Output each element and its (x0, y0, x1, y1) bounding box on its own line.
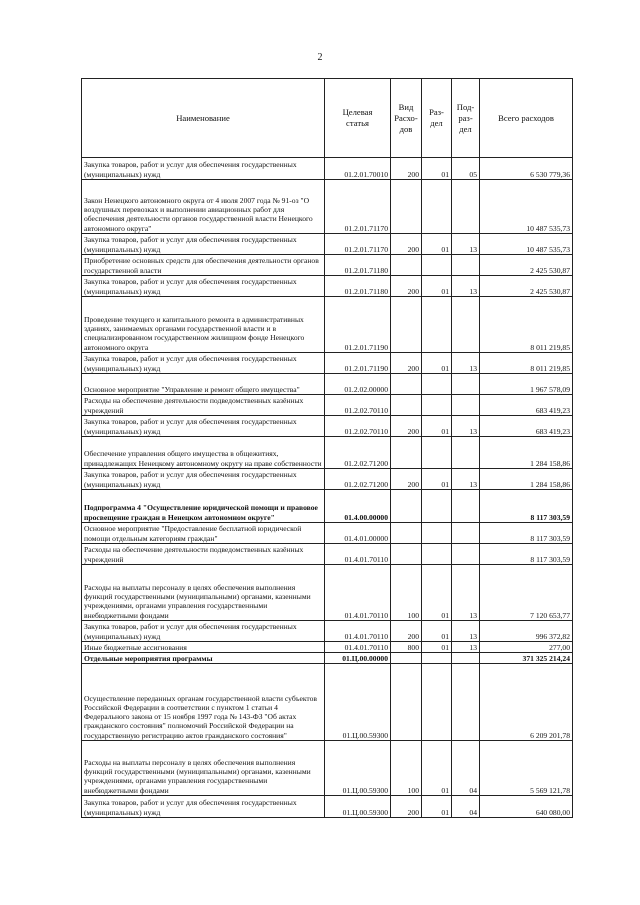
row-target-article-cell: 01.2.01.71190 (325, 353, 391, 374)
row-name-cell: Приобретение основных средств для обеспечения деятельности органов государственной власти (82, 255, 325, 276)
row-subsection-cell: 13 (452, 469, 480, 490)
row-expense-type-cell (391, 297, 422, 353)
row-target-article-cell: 01.2.01.71170 (325, 234, 391, 255)
row-section-cell (422, 653, 452, 664)
row-expense-type-cell: 200 (391, 353, 422, 374)
row-section-cell (422, 374, 452, 395)
row-subsection-cell (452, 180, 480, 234)
table-row (82, 741, 573, 796)
row-subsection-cell: 13 (452, 565, 480, 621)
row-total-cell: 1 284 158,86 (480, 437, 573, 469)
row-target-article-cell: 01.4.01.70110 (325, 544, 391, 565)
row-expense-type-cell (391, 523, 422, 544)
row-target-article-cell: 01.4.01.70110 (325, 565, 391, 621)
row-total-cell: 2 425 530,87 (480, 276, 573, 297)
row-target-article-cell: 01.4.01.70110 (325, 621, 391, 642)
row-name-cell: Отдельные мероприятия программы (82, 653, 325, 664)
row-total-cell: 6 209 201,78 (480, 664, 573, 741)
budget-table (81, 78, 573, 818)
header-target-article: Целевая статья (325, 79, 391, 158)
row-section-cell (422, 664, 452, 741)
row-subsection-cell: 04 (452, 796, 480, 818)
header-subsection: Под- раз- дел (452, 79, 480, 158)
row-expense-type-cell: 200 (391, 621, 422, 642)
row-expense-type-cell (391, 653, 422, 664)
row-total-cell: 6 530 779,36 (480, 158, 573, 180)
row-total-cell: 8 011 219,85 (480, 353, 573, 374)
row-total-cell: 371 325 214,24 (480, 653, 573, 664)
row-expense-type-cell (391, 374, 422, 395)
table-row (82, 374, 573, 395)
row-target-article-cell: 01.4.01.00000 (325, 523, 391, 544)
row-total-cell: 8 117 303,59 (480, 523, 573, 544)
row-section-cell (422, 255, 452, 276)
row-name-cell: Подпрограмма 4 "Осуществление юридической помощи и правовое просвещение граждан в Ненецком автономном округе" (82, 490, 325, 523)
row-name-cell: Проведение текущего и капитального ремонта в административных зданиях, занимаемых органами государственной власти и в специализированном государственном жилищном фонде Ненецкого автономного округа (82, 297, 325, 353)
table-row (82, 158, 573, 180)
row-name-cell: Расходы на обеспечение деятельности подведомственных казённых учреждений (82, 544, 325, 565)
row-target-article-cell: 01.2.02.70110 (325, 416, 391, 437)
row-name-cell: Закупка товаров, работ и услуг для обеспечения государственных (муниципальных) нужд (82, 234, 325, 255)
row-total-cell: 7 120 653,77 (480, 565, 573, 621)
row-section-cell: 01 (422, 469, 452, 490)
row-target-article-cell: 01.2.02.71200 (325, 437, 391, 469)
table-row (82, 653, 573, 664)
row-target-article-cell: 01.Ц.00.59300 (325, 741, 391, 796)
table-row (82, 255, 573, 276)
row-section-cell: 01 (422, 796, 452, 818)
row-expense-type-cell: 200 (391, 234, 422, 255)
table-row (82, 544, 573, 565)
row-section-cell (422, 523, 452, 544)
row-target-article-cell: 01.Ц.00.00000 (325, 653, 391, 664)
row-section-cell: 01 (422, 416, 452, 437)
row-total-cell: 277,00 (480, 642, 573, 653)
row-target-article-cell: 01.2.01.70010 (325, 158, 391, 180)
row-expense-type-cell (391, 255, 422, 276)
row-name-cell: Закон Ненецкого автономного округа от 4 июля 2007 года № 91-оз "О воздушных перевозках и выполнении авиационных работ для обеспечения деятельности органов государственной власти Ненецкого автономного округа" (82, 180, 325, 234)
row-section-cell: 01 (422, 353, 452, 374)
row-name-cell: Основное мероприятие "Предоставление бесплатной юридической помощи отдельным категориям граждан" (82, 523, 325, 544)
row-subsection-cell (452, 544, 480, 565)
row-section-cell (422, 395, 452, 416)
row-expense-type-cell: 100 (391, 565, 422, 621)
row-name-cell: Иные бюджетные ассигнования (82, 642, 325, 653)
row-subsection-cell (452, 255, 480, 276)
table-row (82, 565, 573, 621)
row-total-cell: 8 117 303,59 (480, 490, 573, 523)
header-name: Наименование (82, 79, 325, 158)
row-name-cell: Основное мероприятие "Управление и ремонт общего имущества" (82, 374, 325, 395)
table-row (82, 642, 573, 653)
row-subsection-cell (452, 395, 480, 416)
row-subsection-cell: 13 (452, 621, 480, 642)
row-section-cell (422, 297, 452, 353)
row-target-article-cell: 01.2.01.71180 (325, 276, 391, 297)
row-total-cell: 8 011 219,85 (480, 297, 573, 353)
row-subsection-cell: 13 (452, 234, 480, 255)
row-section-cell: 01 (422, 621, 452, 642)
row-subsection-cell: 13 (452, 416, 480, 437)
row-expense-type-cell (391, 395, 422, 416)
row-subsection-cell (452, 490, 480, 523)
row-subsection-cell (452, 437, 480, 469)
row-total-cell: 1 967 578,09 (480, 374, 573, 395)
row-expense-type-cell: 200 (391, 158, 422, 180)
table-row (82, 796, 573, 818)
row-subsection-cell (452, 297, 480, 353)
table-row (82, 416, 573, 437)
row-target-article-cell: 01.2.01.71180 (325, 255, 391, 276)
row-subsection-cell: 13 (452, 353, 480, 374)
row-name-cell: Закупка товаров, работ и услуг для обеспечения государственных (муниципальных) нужд (82, 353, 325, 374)
row-subsection-cell (452, 664, 480, 741)
row-name-cell: Закупка товаров, работ и услуг для обеспечения государственных (муниципальных) нужд (82, 621, 325, 642)
row-section-cell: 01 (422, 234, 452, 255)
table-row (82, 437, 573, 469)
header-section: Раз- дел (422, 79, 452, 158)
table-header-row (82, 79, 573, 158)
row-total-cell: 8 117 303,59 (480, 544, 573, 565)
table-row (82, 523, 573, 544)
table-row (82, 469, 573, 490)
row-expense-type-cell (391, 544, 422, 565)
row-section-cell (422, 490, 452, 523)
row-section-cell: 01 (422, 565, 452, 621)
table-row (82, 490, 573, 523)
row-target-article-cell: 01.4.00.00000 (325, 490, 391, 523)
row-expense-type-cell (391, 664, 422, 741)
row-name-cell: Расходы на обеспечение деятельности подведомственных казённых учреждений (82, 395, 325, 416)
row-section-cell (422, 437, 452, 469)
page-number: 2 (317, 52, 323, 63)
header-total-expenses: Всего расходов (480, 79, 573, 158)
row-target-article-cell: 01.4.01.70110 (325, 642, 391, 653)
row-section-cell: 01 (422, 276, 452, 297)
row-target-article-cell: 01.Ц.00.59300 (325, 664, 391, 741)
table-row (82, 353, 573, 374)
row-subsection-cell (452, 653, 480, 664)
row-total-cell: 10 487 535,73 (480, 234, 573, 255)
row-total-cell: 683 419,23 (480, 395, 573, 416)
table-row (82, 395, 573, 416)
row-expense-type-cell (391, 180, 422, 234)
row-total-cell: 640 080,00 (480, 796, 573, 818)
table-row (82, 664, 573, 741)
row-expense-type-cell (391, 437, 422, 469)
row-target-article-cell: 01.2.02.71200 (325, 469, 391, 490)
row-expense-type-cell: 800 (391, 642, 422, 653)
table-row (82, 621, 573, 642)
row-subsection-cell: 13 (452, 642, 480, 653)
row-total-cell: 2 425 530,87 (480, 255, 573, 276)
row-name-cell: Обеспечение управления общего имущества в общежитиях, принадлежащих Ненецкому автономному округу на праве собственности (82, 437, 325, 469)
row-expense-type-cell: 200 (391, 416, 422, 437)
row-subsection-cell: 04 (452, 741, 480, 796)
row-subsection-cell (452, 523, 480, 544)
row-total-cell: 1 284 158,86 (480, 469, 573, 490)
row-total-cell: 683 419,23 (480, 416, 573, 437)
row-name-cell: Закупка товаров, работ и услуг для обеспечения государственных (муниципальных) нужд (82, 469, 325, 490)
row-target-article-cell: 01.Ц.00.59300 (325, 796, 391, 818)
row-name-cell: Осуществление переданных органам государственной власти субъектов Российской Федерации в соответствии с пунктом 1 статьи 4 Федерального закона от 15 ноября 1997 года № 143-ФЗ "Об актах гражданского состояния" полномочий Российской Федерации на государственную регистрацию актов гражданского состояния" (82, 664, 325, 741)
row-section-cell (422, 180, 452, 234)
row-target-article-cell: 01.2.01.71170 (325, 180, 391, 234)
row-subsection-cell (452, 374, 480, 395)
row-target-article-cell: 01.2.01.71190 (325, 297, 391, 353)
row-name-cell: Расходы на выплаты персоналу в целях обеспечения выполнения функций государственными (муниципальными) органами, казенными учреждениями, органами управления государственными внебюджетными фондами (82, 565, 325, 621)
row-total-cell: 5 569 121,78 (480, 741, 573, 796)
row-name-cell: Закупка товаров, работ и услуг для обеспечения государственных (муниципальных) нужд (82, 276, 325, 297)
row-expense-type-cell: 200 (391, 469, 422, 490)
row-section-cell: 01 (422, 741, 452, 796)
row-target-article-cell: 01.2.02.00000 (325, 374, 391, 395)
row-name-cell: Расходы на выплаты персоналу в целях обеспечения выполнения функций государственными (муниципальными) органами, казенными учреждениями, органами управления государственными внебюджетными фондами (82, 741, 325, 796)
row-target-article-cell: 01.2.02.70110 (325, 395, 391, 416)
row-total-cell: 10 487 535,73 (480, 180, 573, 234)
row-subsection-cell: 13 (452, 276, 480, 297)
row-section-cell (422, 544, 452, 565)
row-subsection-cell: 05 (452, 158, 480, 180)
row-section-cell: 01 (422, 158, 452, 180)
row-expense-type-cell: 200 (391, 796, 422, 818)
table-row (82, 276, 573, 297)
row-total-cell: 996 372,82 (480, 621, 573, 642)
row-name-cell: Закупка товаров, работ и услуг для обеспечения государственных (муниципальных) нужд (82, 158, 325, 180)
table-row (82, 180, 573, 234)
row-expense-type-cell: 100 (391, 741, 422, 796)
row-name-cell: Закупка товаров, работ и услуг для обеспечения государственных (муниципальных) нужд (82, 796, 325, 818)
row-expense-type-cell: 200 (391, 276, 422, 297)
table-row (82, 297, 573, 353)
row-name-cell: Закупка товаров, работ и услуг для обеспечения государственных (муниципальных) нужд (82, 416, 325, 437)
header-expense-type: Вид Расхо- дов (391, 79, 422, 158)
row-section-cell: 01 (422, 642, 452, 653)
table-row (82, 234, 573, 255)
row-expense-type-cell (391, 490, 422, 523)
